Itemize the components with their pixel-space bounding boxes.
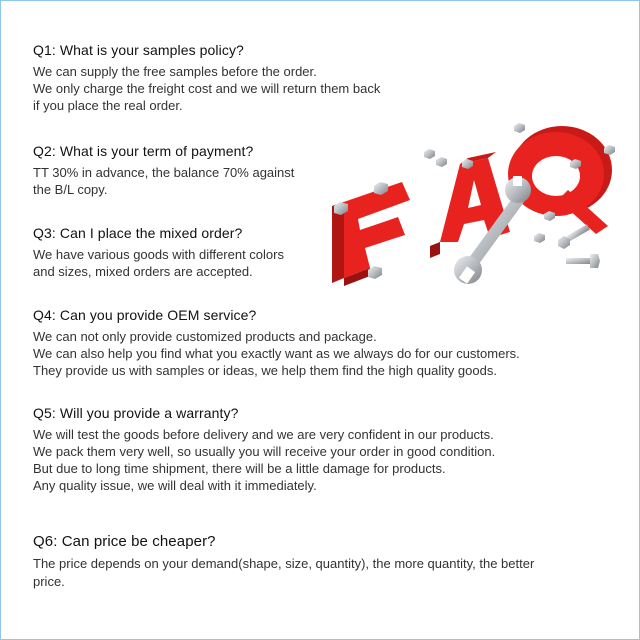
faq-illustration (318, 118, 623, 303)
answer-line: and sizes, mixed orders are accepted. (33, 264, 253, 279)
answer-line: But due to long time shipment, there will be a little damage for products. (33, 461, 446, 476)
faq-question: Q2: What is your term of payment? (33, 143, 254, 159)
faq-answer (33, 63, 593, 114)
answer-line: We have various goods with different colors (33, 247, 284, 262)
faq-question: Q6: Can price be cheaper? (33, 533, 216, 550)
faq-question: Q1: What is your samples policy? (33, 42, 244, 58)
faq-item-4 (33, 307, 593, 379)
answer-line: We can supply the free samples before the order. (33, 64, 317, 79)
faq-answer (33, 426, 593, 494)
answer-line: We pack them very well, so usually you will receive your order in good condition. (33, 444, 496, 459)
faq-answer (33, 555, 593, 591)
answer-line: We only charge the freight cost and we will return them back (33, 81, 381, 96)
faq-question: Q5: Will you provide a warranty? (33, 405, 239, 421)
faq-item-6 (33, 533, 593, 591)
answer-line: TT 30% in advance, the balance 70% against (33, 165, 295, 180)
faq-item-5 (33, 405, 593, 494)
answer-line: We can not only provide customized products and package. (33, 329, 377, 344)
answer-line: They provide us with samples or ideas, we help them find the high quality goods. (33, 363, 497, 378)
faq-item-1 (33, 42, 593, 114)
answer-line: We will test the goods before delivery and we are very confident in our products. (33, 427, 494, 442)
answer-line: We can also help you find what you exactly want as we always do for our customers. (33, 346, 520, 361)
answer-line: price. (33, 574, 65, 589)
answer-line: if you place the real order. (33, 98, 183, 113)
answer-line: Any quality issue, we will deal with it immediately. (33, 478, 317, 493)
answer-line: The price depends on your demand(shape, size, quantity), the more quantity, the better (33, 556, 535, 571)
faq-question: Q3: Can I place the mixed order? (33, 225, 243, 241)
answer-line: the B/L copy. (33, 182, 108, 197)
letter-a-shape (430, 152, 510, 258)
faq-answer (33, 328, 593, 379)
faq-question: Q4: Can you provide OEM service? (33, 307, 257, 323)
